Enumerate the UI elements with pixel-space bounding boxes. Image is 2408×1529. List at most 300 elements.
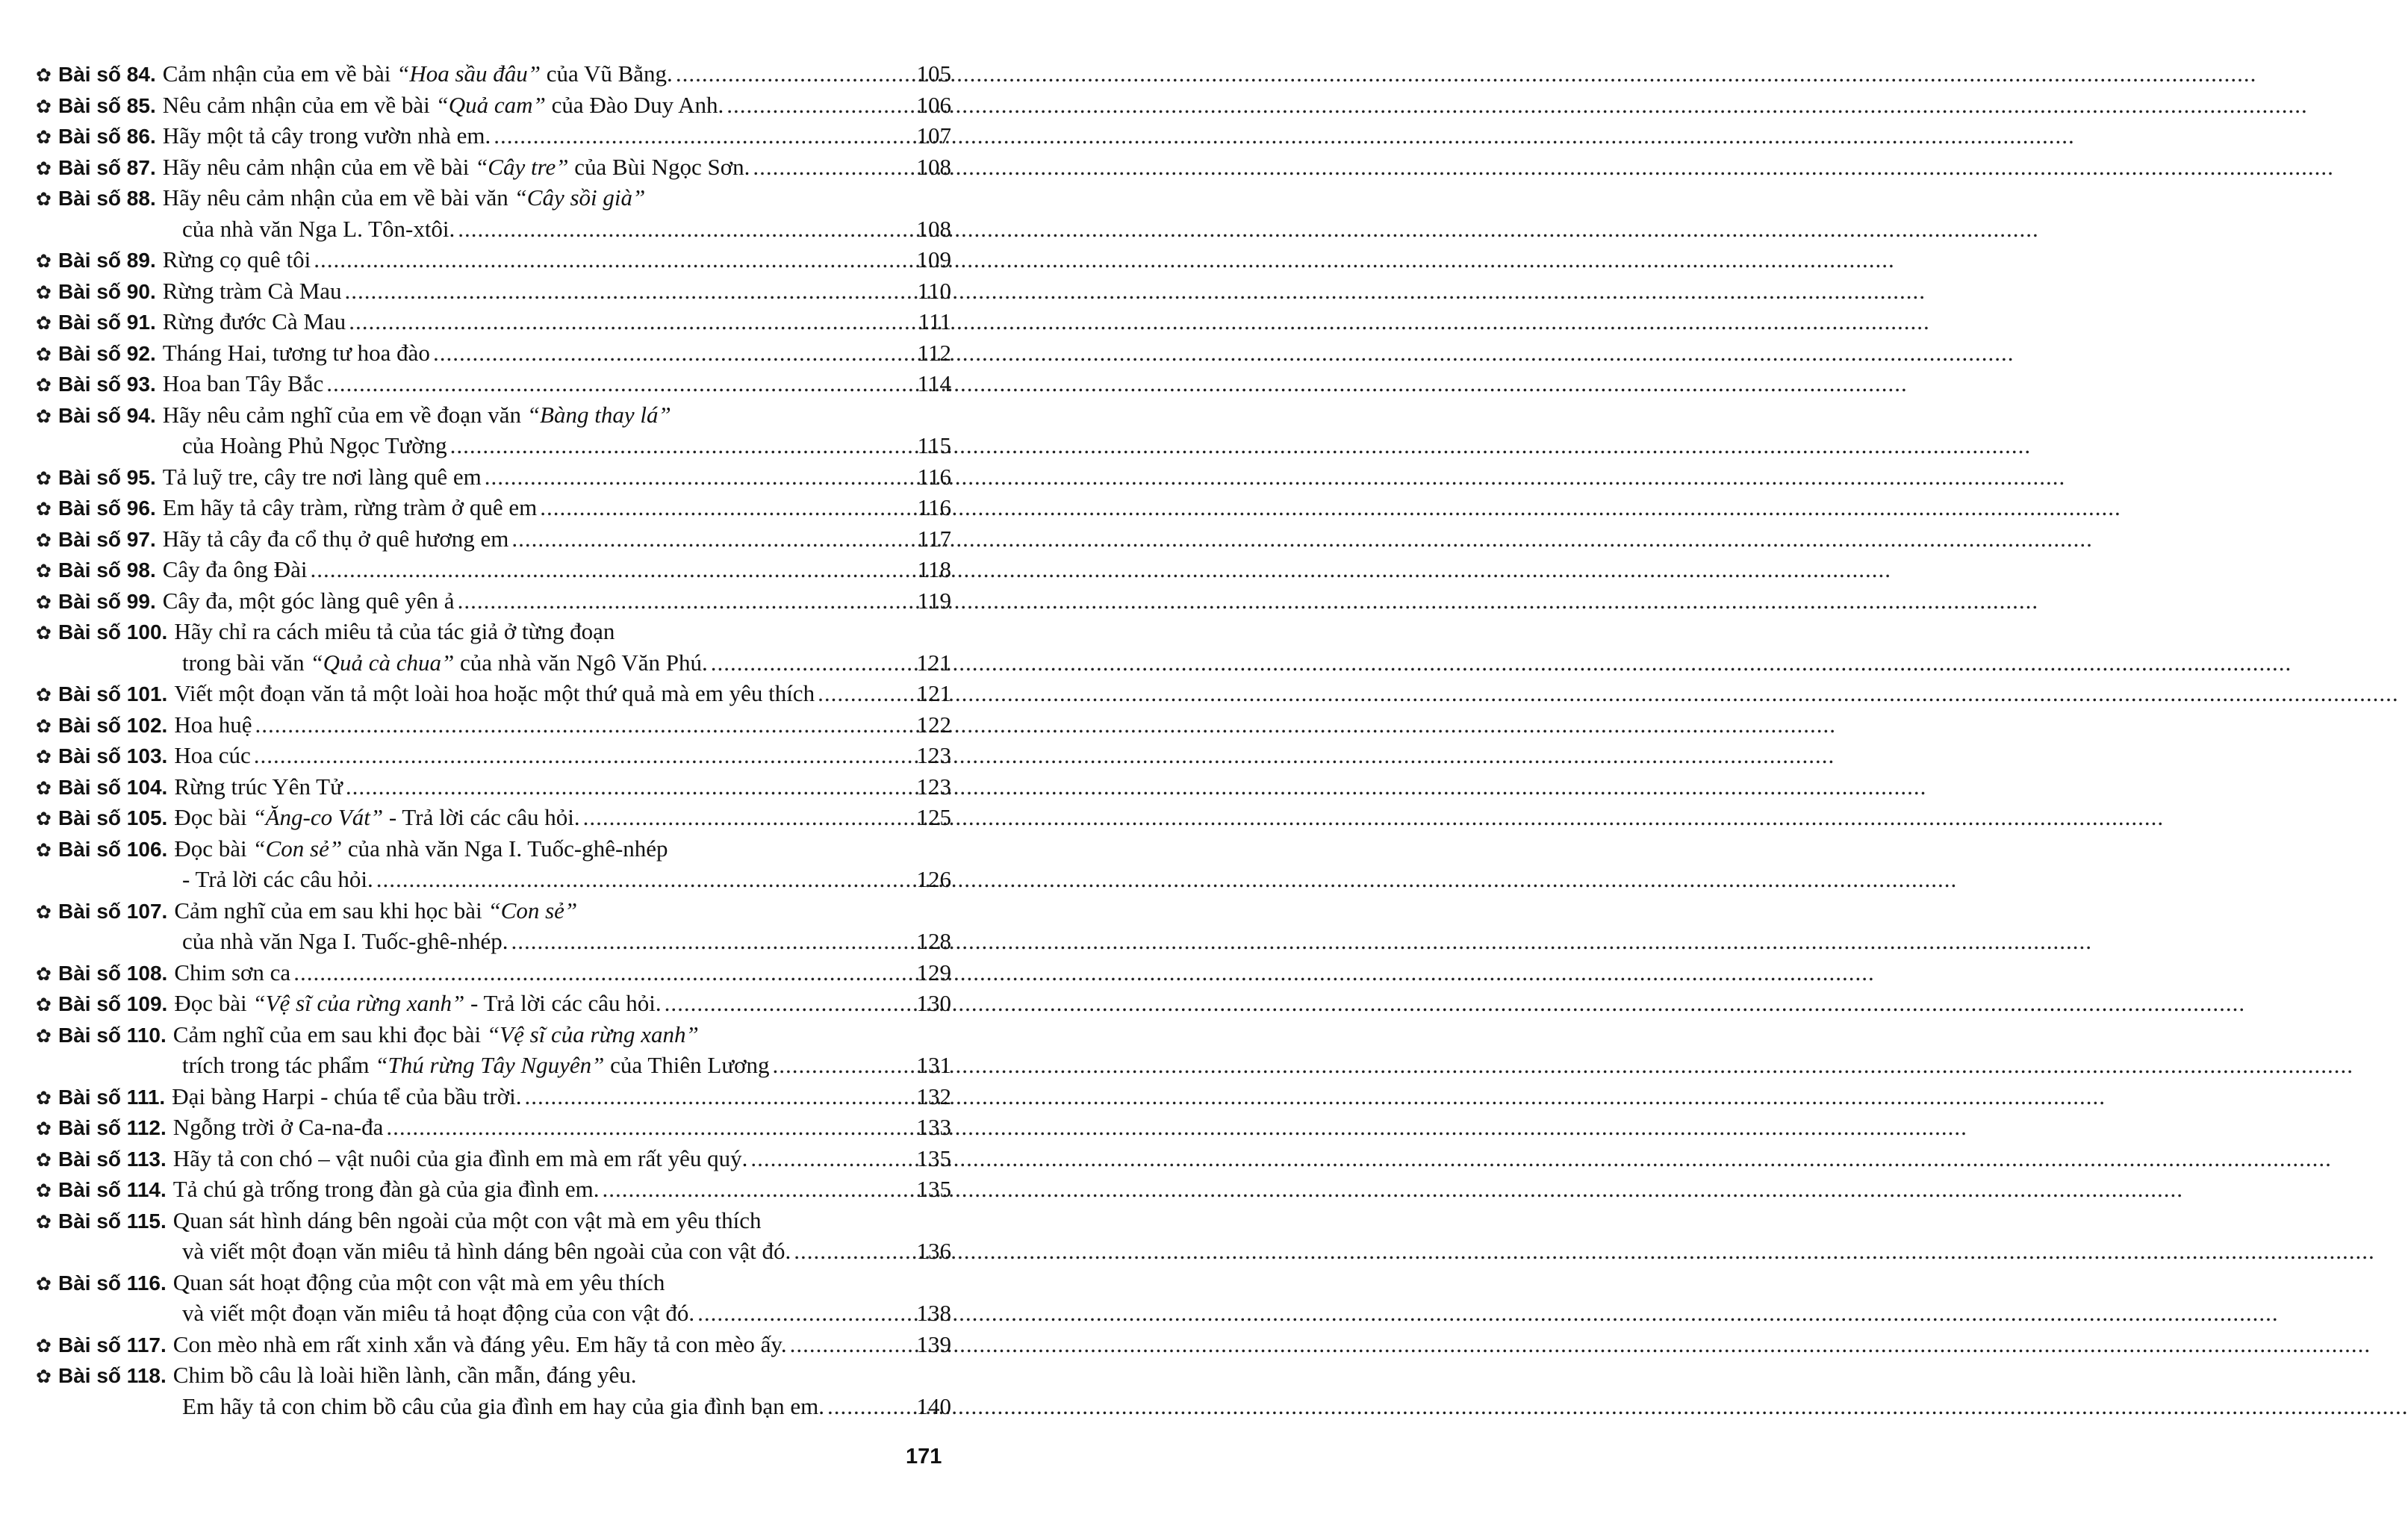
bullet-flower-icon: ✿ — [36, 808, 52, 829]
title-text: của nhà văn Nga I. Tuốc-ghê-nhép. — [182, 928, 508, 954]
toc-entry-title — [173, 1205, 762, 1236]
quoted-title: “Quả cam” — [435, 91, 546, 118]
title-text: Tả chú gà trống trong đàn gà của gia đình em. — [172, 1176, 600, 1202]
toc-entry-title — [163, 120, 491, 152]
toc-entry-title — [182, 1236, 791, 1267]
toc-page-number: 115 — [917, 432, 951, 458]
toc-entry-title — [172, 1081, 521, 1112]
bullet-flower-icon: ✿ — [36, 622, 52, 644]
toc-entry-label: Bài số 118. — [58, 1364, 167, 1387]
dot-leader — [583, 802, 914, 833]
toc-entry — [36, 399, 951, 461]
bullet-flower-icon: ✿ — [36, 405, 52, 427]
toc-entry-line — [36, 740, 951, 771]
dot-leader — [818, 678, 913, 709]
dot-leader — [349, 306, 915, 337]
toc-entry-title — [174, 740, 250, 771]
title-text: Chim bồ câu là loài hiền lành, cần mẫn, đáng yêu. — [172, 1362, 637, 1388]
toc-entry-label: Bài số 91. — [58, 311, 156, 334]
toc-entry-line — [36, 1019, 951, 1050]
toc-entry — [36, 678, 951, 709]
toc-entry-title — [173, 1019, 699, 1050]
title-text: của nhà văn Ngô Văn Phú. — [454, 649, 708, 676]
toc-entry — [36, 1329, 951, 1360]
toc-page-number: 121 — [916, 649, 951, 676]
table-of-contents — [36, 58, 951, 1421]
toc-entry-continuation — [36, 647, 951, 679]
toc-entry-label: Bài số 90. — [58, 279, 156, 303]
dot-leader — [665, 988, 914, 1019]
bullet-flower-icon: ✿ — [36, 64, 52, 86]
toc-entry-title — [163, 306, 346, 337]
title-text: Quan sát hình dáng bên ngoài của một con vật mà em yêu thích — [172, 1206, 762, 1233]
toc-entry — [36, 337, 951, 369]
toc-entry — [36, 152, 951, 183]
toc-entry-title — [173, 1329, 787, 1360]
toc-entry-label: Bài số 100. — [58, 620, 168, 644]
title-text: Cảm nhận của em về bài — [162, 60, 397, 87]
toc-entry — [36, 523, 951, 555]
title-text: Hãy tả con chó – vật nuôi của gia đình em mà em rất yêu quý. — [172, 1145, 748, 1171]
bullet-flower-icon: ✿ — [36, 962, 52, 985]
bullet-flower-icon: ✿ — [36, 374, 52, 396]
bullet-flower-icon: ✿ — [36, 684, 52, 706]
toc-entry — [36, 740, 951, 771]
bullet-flower-icon: ✿ — [36, 126, 52, 148]
dot-leader — [458, 585, 915, 617]
title-text: - Trả lời các câu hỏi. — [464, 990, 662, 1016]
dot-leader — [750, 1143, 913, 1174]
toc-entry-continuation — [36, 1391, 951, 1422]
toc-entry-title — [173, 1112, 384, 1143]
dot-leader — [603, 1174, 914, 1205]
toc-page-number: 121 — [916, 680, 951, 706]
title-text: của Hoàng Phủ Ngọc Tường — [182, 432, 447, 458]
toc-entry-label: Bài số 107. — [58, 899, 168, 923]
toc-page-number: 108 — [916, 153, 951, 180]
title-text: Đọc bài — [174, 835, 253, 862]
title-text: trích trong tác phẩm — [182, 1052, 376, 1078]
toc-page-number: 107 — [916, 122, 951, 149]
toc-entry — [36, 1081, 951, 1112]
dot-leader — [525, 1081, 914, 1112]
dot-leader — [794, 1236, 913, 1267]
toc-entry-continuation — [36, 214, 951, 245]
toc-entry-line — [36, 492, 951, 523]
toc-entry-line — [36, 616, 951, 647]
dot-leader — [433, 337, 915, 369]
toc-entry-line — [36, 833, 951, 865]
toc-page-number: 139 — [916, 1330, 951, 1357]
toc-entry — [36, 585, 951, 617]
dot-leader — [511, 523, 914, 555]
toc-entry-line — [36, 368, 951, 399]
toc-page-number: 105 — [916, 60, 951, 87]
toc-entry-line — [36, 1267, 951, 1298]
toc-entry-continuation — [36, 864, 951, 895]
toc-page-number: 133 — [916, 1114, 951, 1140]
toc-entry — [36, 182, 951, 244]
toc-entry-line — [36, 1329, 951, 1360]
dot-leader — [458, 214, 913, 245]
quoted-title: “Cây sồi già” — [514, 184, 646, 211]
toc-entry-title — [163, 337, 430, 369]
toc-entry-line — [36, 399, 951, 431]
toc-entry — [36, 1143, 951, 1174]
toc-entry-label: Bài số 111. — [58, 1085, 166, 1109]
toc-entry-label: Bài số 110. — [58, 1023, 167, 1047]
bullet-flower-icon: ✿ — [36, 746, 52, 767]
dot-leader — [676, 58, 914, 90]
toc-entry-label: Bài số 96. — [58, 496, 156, 520]
bullet-flower-icon: ✿ — [36, 188, 52, 210]
toc-entry-title — [174, 833, 668, 865]
toc-entry-line — [36, 58, 951, 90]
toc-entry-label: Bài số 93. — [58, 373, 156, 396]
toc-entry-label: Bài số 98. — [58, 558, 156, 582]
toc-entry-continuation — [36, 1050, 951, 1081]
toc-entry — [36, 244, 951, 275]
toc-page-number: 111 — [918, 308, 951, 334]
bullet-flower-icon: ✿ — [36, 498, 52, 520]
bullet-flower-icon: ✿ — [36, 1148, 52, 1171]
toc-entry-label: Bài số 108. — [58, 961, 168, 985]
toc-entry — [36, 1205, 951, 1267]
toc-entry-continuation — [36, 1298, 951, 1329]
title-text: của Thiên Lương — [604, 1052, 770, 1078]
toc-entry — [36, 1267, 951, 1329]
toc-page-number: 128 — [916, 928, 951, 954]
toc-entry-label: Bài số 97. — [58, 527, 156, 551]
dot-leader — [346, 771, 914, 803]
bullet-flower-icon: ✿ — [36, 900, 52, 923]
quoted-title: “Vệ sĩ của rừng xanh” — [252, 990, 465, 1016]
toc-page-number: 123 — [916, 742, 951, 768]
toc-entry — [36, 833, 951, 895]
toc-page-number: 108 — [916, 215, 951, 242]
toc-page-number: 130 — [916, 990, 951, 1016]
toc-page-number: 119 — [917, 587, 951, 614]
toc-entry-line — [36, 152, 951, 183]
title-text: của Đào Duy Anh. — [545, 91, 724, 118]
toc-entry-label: Bài số 84. — [58, 63, 156, 86]
toc-page-number: 117 — [917, 525, 951, 552]
toc-page-number: 116 — [917, 463, 951, 490]
toc-entry-line — [36, 895, 951, 927]
title-text: Hãy chỉ ra cách miêu tả của tác giả ở từng đoạn — [174, 618, 615, 644]
quoted-title: “Con sẻ” — [252, 835, 343, 862]
toc-entry-label: Bài số 106. — [58, 837, 168, 861]
title-text: Hãy nêu cảm nghĩ của em về đoạn văn — [162, 401, 527, 428]
title-text: trong bài văn — [182, 649, 311, 676]
title-text: Rừng trúc Yên Tử — [174, 773, 343, 800]
toc-entry-line — [36, 678, 951, 709]
toc-page-number: 131 — [916, 1052, 951, 1078]
toc-entry — [36, 957, 951, 988]
toc-entry-label: Bài số 102. — [58, 713, 168, 737]
toc-page-number: 135 — [916, 1145, 951, 1171]
quoted-title: “Quả cà chua” — [310, 649, 455, 676]
toc-page-number: 112 — [917, 339, 951, 366]
toc-entry-line — [36, 523, 951, 555]
title-text: Rừng cọ quê tôi — [162, 246, 311, 273]
toc-entry — [36, 895, 951, 957]
dot-leader — [511, 926, 913, 957]
title-text: Đại bàng Harpi - chúa tể của bầu trời. — [172, 1083, 522, 1109]
toc-entry-label: Bài số 92. — [58, 341, 156, 365]
toc-entry-line — [36, 709, 951, 741]
dot-leader — [345, 275, 915, 307]
toc-entry — [36, 1112, 951, 1143]
title-text: của nhà văn Nga I. Tuốc-ghê-nhép — [342, 835, 668, 862]
toc-entry-title — [163, 461, 482, 493]
toc-entry-label: Bài số 105. — [58, 806, 168, 829]
toc-entry-label: Bài số 89. — [58, 249, 156, 272]
toc-entry-title — [163, 244, 311, 275]
toc-entry-line — [36, 1360, 951, 1391]
toc-entry-title — [182, 647, 708, 679]
toc-entry-title — [163, 523, 509, 555]
bullet-flower-icon: ✿ — [36, 343, 52, 365]
dot-leader — [540, 492, 914, 523]
toc-entry-title — [163, 554, 308, 585]
dot-leader — [494, 120, 913, 152]
toc-entry-label: Bài số 114. — [58, 1178, 167, 1201]
toc-entry-title — [182, 214, 455, 245]
toc-entry-label: Bài số 112. — [58, 1116, 167, 1139]
title-text: Hãy nêu cảm nhận của em về bài — [162, 153, 476, 180]
toc-entry — [36, 90, 951, 121]
toc-entry-line — [36, 1112, 951, 1143]
bullet-flower-icon: ✿ — [36, 467, 52, 489]
toc-entry-label: Bài số 87. — [58, 155, 156, 179]
toc-entry-title — [163, 585, 455, 617]
toc-entry-label: Bài số 104. — [58, 775, 168, 799]
dot-leader — [376, 864, 914, 895]
bullet-flower-icon: ✿ — [36, 1272, 52, 1295]
toc-entry-label: Bài số 109. — [58, 992, 168, 1015]
quoted-title: “Thú rừng Tây Nguyên” — [375, 1052, 605, 1078]
toc-entry-line — [36, 1205, 951, 1236]
page-number: 171 — [906, 1445, 942, 1469]
toc-entry — [36, 1019, 951, 1081]
toc-entry-title — [173, 1174, 600, 1205]
bullet-flower-icon: ✿ — [36, 1024, 52, 1047]
quoted-title: “Con sẻ” — [488, 897, 578, 924]
toc-entry-label: Bài số 101. — [58, 682, 168, 706]
toc-entry — [36, 368, 951, 399]
bullet-flower-icon: ✿ — [36, 250, 52, 272]
bullet-flower-icon: ✿ — [36, 1365, 52, 1387]
toc-entry-title — [163, 90, 724, 121]
title-text: Viết một đoạn văn tả một loài hoa hoặc một thứ quả mà em yêu thích — [174, 680, 815, 706]
title-text: Cảm nghĩ của em sau khi đọc bài — [172, 1021, 487, 1047]
toc-entry-title — [173, 1143, 748, 1174]
dot-leader — [310, 554, 914, 585]
toc-page-number: 109 — [916, 246, 951, 273]
toc-entry-line — [36, 1174, 951, 1205]
dot-leader — [450, 430, 915, 461]
toc-entry-title — [182, 1298, 694, 1329]
bullet-flower-icon: ✿ — [36, 1210, 52, 1233]
dot-leader — [827, 1391, 914, 1422]
toc-entry-title — [163, 275, 342, 307]
title-text: Nêu cảm nhận của em về bài — [162, 91, 436, 118]
dot-leader — [485, 461, 915, 493]
toc-entry — [36, 616, 951, 678]
toc-entry-line — [36, 1143, 951, 1174]
title-text: Tháng Hai, tương tư hoa đào — [162, 339, 430, 366]
bullet-flower-icon: ✿ — [36, 591, 52, 613]
toc-entry-title — [182, 1050, 770, 1081]
title-text: - Trả lời các câu hỏi. — [182, 866, 373, 892]
title-text: và viết một đoạn văn miêu tả hoạt động của con vật đó. — [182, 1300, 695, 1326]
toc-entry-title — [163, 152, 750, 183]
toc-entry — [36, 1174, 951, 1205]
toc-page-number: 116 — [917, 494, 951, 520]
toc-entry-label: Bài số 116. — [58, 1271, 167, 1295]
toc-entry-title — [174, 771, 343, 803]
toc-entry-title — [173, 1360, 637, 1391]
toc-entry-label: Bài số 99. — [58, 589, 156, 613]
toc-page-number: 114 — [917, 370, 951, 396]
toc-entry-line — [36, 988, 951, 1019]
title-text: Rừng tràm Cà Mau — [162, 277, 342, 304]
dot-leader — [727, 90, 913, 121]
toc-page-number: 132 — [916, 1083, 951, 1109]
dot-leader — [790, 1329, 914, 1360]
quoted-title: “Vệ sĩ của rừng xanh” — [486, 1021, 699, 1047]
title-text: - Trả lời các câu hỏi. — [383, 804, 580, 830]
toc-entry — [36, 306, 951, 337]
toc-entry-line — [36, 337, 951, 369]
bullet-flower-icon: ✿ — [36, 560, 52, 582]
title-text: của Bùi Ngọc Sơn. — [568, 153, 750, 180]
toc-entry — [36, 771, 951, 803]
toc-page-number: 135 — [916, 1176, 951, 1202]
toc-page-number: 126 — [916, 866, 951, 892]
toc-entry-line — [36, 275, 951, 307]
toc-page-number: 110 — [917, 277, 951, 304]
toc-entry-label: Bài số 85. — [58, 93, 156, 117]
toc-entry-title — [163, 368, 324, 399]
bullet-flower-icon: ✿ — [36, 157, 52, 179]
toc-entry — [36, 988, 951, 1019]
title-text: Rừng đước Cà Mau — [162, 308, 346, 334]
dot-leader — [386, 1112, 913, 1143]
toc-entry-label: Bài số 115. — [58, 1209, 167, 1233]
toc-entry-title — [174, 678, 815, 709]
toc-entry-title — [174, 709, 252, 741]
dot-leader — [753, 152, 913, 183]
bullet-flower-icon: ✿ — [36, 1086, 52, 1109]
toc-entry-line — [36, 771, 951, 803]
title-text: Em hãy tả cây tràm, rừng tràm ở quê em — [162, 494, 538, 520]
bullet-flower-icon: ✿ — [36, 714, 52, 737]
toc-entry-line — [36, 554, 951, 585]
bullet-flower-icon: ✿ — [36, 994, 52, 1015]
toc-page-number: 129 — [916, 959, 951, 985]
toc-entry-label: Bài số 117. — [58, 1333, 167, 1357]
toc-entry-title — [163, 399, 671, 431]
dot-leader — [697, 1298, 913, 1329]
bullet-flower-icon: ✿ — [36, 776, 52, 799]
bullet-flower-icon: ✿ — [36, 1118, 52, 1139]
toc-entry-title — [174, 957, 290, 988]
title-text: Hoa ban Tây Bắc — [162, 370, 324, 396]
title-text: Con mèo nhà em rất xinh xắn và đáng yêu. Em hãy tả con mèo ấy. — [172, 1330, 787, 1357]
bullet-flower-icon: ✿ — [36, 529, 52, 551]
title-text: Quan sát hoạt động của một con vật mà em yêu thích — [172, 1268, 665, 1295]
toc-entry-line — [36, 244, 951, 275]
title-text: Ngỗng trời ở Ca-na-đa — [172, 1114, 384, 1140]
toc-entry-label: Bài số 94. — [58, 403, 156, 427]
toc-entry-line — [36, 802, 951, 833]
quoted-title: “Bàng thay lá” — [526, 401, 671, 428]
toc-entry-label: Bài số 88. — [58, 187, 156, 210]
toc-page-number: 118 — [917, 556, 951, 582]
title-text: của nhà văn Nga L. Tôn-xtôi. — [182, 215, 455, 242]
toc-entry-title — [182, 926, 508, 957]
toc-entry — [36, 1360, 951, 1421]
toc-entry-continuation — [36, 926, 951, 957]
toc-entry-line — [36, 461, 951, 493]
toc-entry-line — [36, 120, 951, 152]
title-text: Đọc bài — [174, 990, 253, 1016]
toc-entry — [36, 58, 951, 90]
toc-entry-line — [36, 306, 951, 337]
title-text: Chim sơn ca — [174, 959, 291, 985]
toc-entry-title — [163, 58, 673, 90]
title-text: Cây đa ông Đài — [162, 556, 308, 582]
toc-page-number: 122 — [916, 711, 951, 738]
title-text: Em hãy tả con chim bồ câu của gia đình em hay của gia đình bạn em. — [182, 1392, 824, 1419]
toc-page — [0, 0, 1014, 1529]
title-text: và viết một đoạn văn miêu tả hình dáng bên ngoài của con vật đó. — [182, 1238, 791, 1264]
bullet-flower-icon: ✿ — [36, 95, 52, 117]
bullet-flower-icon: ✿ — [36, 281, 52, 303]
title-text: Cảm nghĩ của em sau khi học bài — [174, 897, 488, 924]
title-text: Hoa huệ — [174, 711, 252, 738]
toc-entry-label: Bài số 95. — [58, 465, 156, 489]
toc-entry-title — [163, 492, 537, 523]
toc-entry-title — [174, 988, 661, 1019]
title-text: của Vũ Bằng. — [541, 60, 673, 87]
toc-entry-title — [174, 895, 577, 927]
toc-entry-title — [163, 182, 646, 214]
bullet-flower-icon: ✿ — [36, 1180, 52, 1201]
bullet-flower-icon: ✿ — [36, 312, 52, 334]
dot-leader — [773, 1050, 914, 1081]
title-text: Hãy tả cây đa cổ thụ ở quê hương em — [162, 525, 509, 552]
toc-entry-title — [174, 616, 615, 647]
toc-page-number: 106 — [916, 91, 951, 118]
dot-leader — [326, 368, 914, 399]
toc-entry-line — [36, 90, 951, 121]
toc-page-number: 136 — [916, 1238, 951, 1264]
toc-entry-continuation — [36, 430, 951, 461]
dot-leader — [711, 647, 914, 679]
toc-entry — [36, 275, 951, 307]
quoted-title: “Ăng-co Vát” — [252, 804, 384, 830]
toc-entry-label: Bài số 103. — [58, 744, 168, 767]
dot-leader — [314, 244, 913, 275]
bullet-flower-icon: ✿ — [36, 1334, 52, 1357]
toc-page-number: 140 — [916, 1392, 951, 1419]
title-text: Cây đa, một góc làng quê yên ả — [162, 587, 455, 614]
title-text: Tả luỹ tre, cây tre nơi làng quê em — [162, 463, 482, 490]
quoted-title: “Cây tre” — [475, 153, 569, 180]
